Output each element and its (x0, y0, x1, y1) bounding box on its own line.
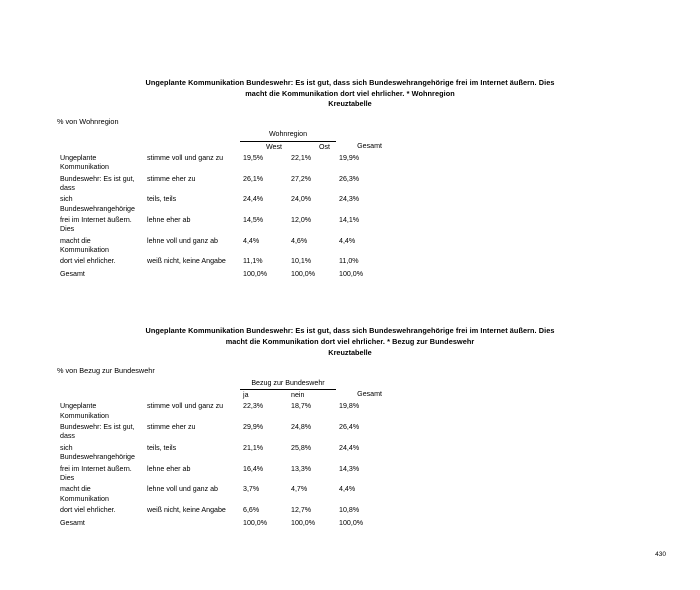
row-stub-line: Bundeswehr: Es ist gut, dass (60, 423, 135, 441)
cell-value: 19,8% (339, 402, 360, 411)
crosstab-block-2 (55, 326, 645, 530)
table-row-total (57, 518, 388, 531)
table-row (57, 378, 388, 390)
table-caption-1: % von Wohnregion (57, 117, 119, 127)
row-stub-line: Bundeswehr: Es ist gut, dass (60, 174, 135, 192)
row-stub-line: Ungeplante Kommunikation (60, 402, 109, 420)
table-row (57, 505, 388, 518)
stub-header-1 (57, 141, 144, 153)
cell-value: 24,8% (291, 423, 312, 432)
category-header-2 (144, 389, 240, 401)
cell-value: 24,3% (339, 195, 360, 204)
cell-value: 16,4% (243, 464, 264, 473)
column-header-west: West (265, 142, 282, 151)
table-row (57, 174, 388, 195)
table-row (57, 153, 388, 174)
row-stub-line: sich Bundeswehrangehörige (60, 195, 135, 213)
cell-value: 29,9% (243, 423, 264, 432)
table-row (57, 422, 388, 443)
total-value: 100,0% (339, 270, 364, 279)
cell-value: 19,5% (243, 153, 264, 162)
group-header-2: Bezug zur Bundeswehr (240, 378, 336, 390)
cell-value: 12,7% (291, 505, 312, 514)
cell-value: 4,4% (339, 236, 356, 245)
crosstab-table-1 (57, 129, 388, 282)
total-header-spacer-2 (336, 378, 388, 390)
crosstab-body-2 (57, 401, 388, 531)
cell-value: 24,4% (339, 443, 360, 452)
crosstab-body-1 (57, 153, 388, 283)
table-row (57, 129, 388, 141)
empty-corner-1 (57, 378, 144, 390)
row-category: weiß nicht, keine Angabe (147, 505, 226, 514)
empty-corner-1 (57, 129, 144, 141)
total-header-spacer-1 (336, 129, 388, 141)
cell-value: 24,0% (291, 195, 312, 204)
row-stub-line: Ungeplante Kommunikation (60, 153, 109, 172)
table-row (57, 236, 388, 257)
cell-value: 13,3% (291, 464, 312, 473)
total-value: 100,0% (291, 270, 316, 279)
row-stub-line: frei im Internet äußern. Dies (60, 216, 132, 234)
total-value: 100,0% (339, 518, 364, 527)
cell-value: 10,8% (339, 505, 360, 514)
table-row (57, 389, 388, 401)
table-subtitle-1: Kreuztabelle (328, 99, 372, 109)
row-stub-line: sich Bundeswehrangehörige (60, 443, 135, 462)
empty-corner-2 (144, 129, 240, 141)
column-header-ost: Ost (318, 142, 330, 151)
table-row (57, 484, 388, 505)
column-header-nein: nein (291, 390, 305, 399)
row-category: stimme voll und ganz zu (147, 153, 224, 162)
cell-value: 11,1% (243, 257, 263, 266)
cell-value: 22,1% (291, 153, 312, 162)
cell-value: 26,3% (339, 174, 360, 183)
cell-value: 4,7% (291, 485, 308, 494)
table-row-total (57, 269, 388, 282)
cell-value: 26,1% (243, 174, 264, 183)
cell-value: 25,8% (291, 443, 312, 452)
row-category: teils, teils (147, 195, 177, 204)
row-category: teils, teils (147, 443, 177, 452)
cell-value: 21,1% (243, 443, 264, 452)
row-stub-line: macht die Kommunikation (60, 485, 109, 503)
row-stub-line: macht die Kommunikation (60, 236, 109, 255)
total-category-empty (144, 518, 240, 531)
table-row (57, 194, 388, 215)
cell-value: 12,0% (291, 216, 312, 225)
table-title-1: Ungeplante Kommunikation Bundeswehr: Es ist gut, dass sich Bundeswehrangehörige frei im Internet äußern. Dies macht die Kommunikation dort viel ehrlicher. * Wohnregion (145, 78, 555, 98)
row-category: lehne voll und ganz ab (147, 236, 218, 245)
row-category: lehne voll und ganz ab (147, 485, 218, 494)
table-title-2: Ungeplante Kommunikation Bundeswehr: Es ist gut, dass sich Bundeswehrangehörige frei im Internet äußern. Dies macht die Kommunikation dort viel ehrlicher. * Bezug zur Bundeswehr (145, 326, 555, 347)
table-caption-2: % von Bezug zur Bundeswehr (57, 365, 155, 375)
row-category: weiß nicht, keine Angabe (147, 257, 226, 266)
row-category: lehne eher ab (147, 216, 191, 225)
table-row (57, 464, 388, 485)
total-value: 100,0% (291, 518, 316, 527)
page-number: 430 (655, 551, 666, 558)
table-row (57, 256, 388, 269)
group-header-1: Wohnregion (240, 129, 336, 141)
total-category-empty (144, 269, 240, 282)
cell-value: 14,5% (243, 216, 264, 225)
table-row (57, 215, 388, 236)
category-header-1 (144, 141, 240, 153)
cell-value: 14,1% (339, 216, 360, 225)
cell-value: 18,7% (291, 402, 312, 411)
cell-value: 3,7% (243, 485, 260, 494)
row-category: stimme eher zu (147, 423, 196, 432)
cell-value: 11,0% (339, 257, 359, 266)
total-label: Gesamt (60, 270, 85, 279)
column-header-ja: ja (243, 390, 249, 399)
cell-value: 22,3% (243, 402, 264, 411)
cell-value: 4,4% (339, 485, 356, 494)
row-stub-line: dort viel ehrlicher. (60, 257, 116, 266)
cell-value: 6,6% (243, 505, 260, 514)
cell-value: 27,2% (291, 174, 312, 183)
row-category: lehne eher ab (147, 464, 191, 473)
cell-value: 14,3% (339, 464, 360, 473)
table-row (57, 141, 388, 153)
empty-corner-2 (144, 378, 240, 390)
row-stub-line: dort viel ehrlicher. (60, 505, 116, 514)
cell-value: 10,1% (291, 257, 312, 266)
crosstab-table-2 (57, 378, 388, 531)
table-row (57, 443, 388, 464)
total-value: 100,0% (243, 518, 268, 527)
total-value: 100,0% (243, 270, 268, 279)
column-header-gesamt-2: Gesamt (357, 390, 383, 399)
row-category: stimme eher zu (147, 174, 196, 183)
cell-value: 26,4% (339, 423, 360, 432)
crosstab-block-1 (55, 78, 645, 282)
cell-value: 24,4% (243, 195, 264, 204)
row-stub-line: frei im Internet äußern. Dies (60, 464, 132, 482)
table-row (57, 401, 388, 422)
column-header-gesamt: Gesamt (357, 142, 382, 151)
cell-value: 19,9% (339, 153, 360, 162)
stub-header-2 (57, 389, 144, 401)
total-label: Gesamt (60, 518, 85, 527)
row-category: stimme voll und ganz zu (147, 402, 224, 411)
table-subtitle-2: Kreuztabelle (328, 347, 372, 357)
cell-value: 4,4% (243, 236, 260, 245)
cell-value: 4,6% (291, 236, 308, 245)
